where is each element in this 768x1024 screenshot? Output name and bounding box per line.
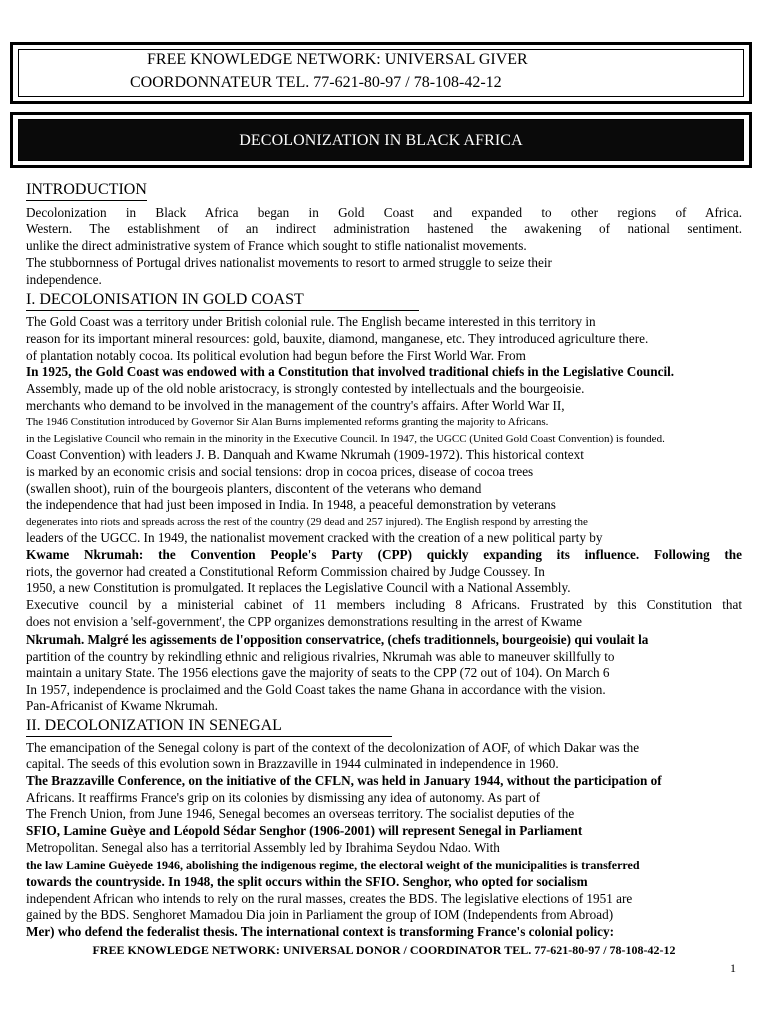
gold-coast-line: reason for its important mineral resources: gold, bauxite, diamond, manganese, etc. They introduced agriculture there. [26,331,649,346]
senegal-line: The emancipation of the Senegal colony is part of the context of the decolonization of AOF, of which Dakar was the [26,740,640,755]
intro-line: independence. [26,272,102,287]
gold-coast-line: riots, the governor had created a Constitutional Reform Commission chaired by Judge Coussey. In [26,564,545,579]
page-footer: FREE KNOWLEDGE NETWORK: UNIVERSAL DONOR / COORDINATOR TEL. 77-621-80-97 / 78-108-42-12 [92,943,676,957]
intro-line: Decolonization in Black Africa began in Gold Coast and expanded to other regions of Africa. [26,205,742,220]
introduction-heading: INTRODUCTION [26,181,147,201]
header-coordinator-phone: COORDONNATEUR TEL. 77-621-80-97 / 78-108-42-12 [130,74,502,91]
senegal-line: SFIO, Lamine Guèye and Léopold Sédar Senghor (1906-2001) will represent Senegal in Parliament [26,823,583,838]
gold-coast-line: degenerates into riots and spreads across the rest of the country (29 dead and 257 injured). The English respond by arresting the [26,516,588,528]
senegal-line: capital. The seeds of this evolution sown in Brazzaville in 1944 culminated in independence in 1960. [26,756,559,771]
intro-line: unlike the direct administrative system of France which sought to stifle nationalist movements. [26,238,527,253]
gold-coast-line: Coast Convention) with leaders J. B. Danquah and Kwame Nkrumah (1909-1972). This historical context [26,447,584,462]
senegal-line: Metropolitan. Senegal also has a territorial Assembly led by Ibrahima Seydou Ndao. With [26,840,500,855]
gold-coast-line: Nkrumah. Malgré les agissements de l'opposition conservatrice, (chefs traditionnels, bourgeoisie) qui voulait la [26,632,649,647]
gold-coast-line: In 1925, the Gold Coast was endowed with a Constitution that involved traditional chiefs in the Legislative Council. [26,364,675,379]
intro-line: Western. The establishment of an indirect administration hastened the awakening of national sentiment. [26,221,742,236]
senegal-line: gained by the BDS. Senghoret Mamadou Dia join in Parliament the group of IOM (Independents from Abroad) [26,907,614,922]
gold-coast-line: in the Legislative Council who remain in the minority in the Executive Council. In 1947, the UGCC (United Gold Coast Convention) is founded. [26,433,665,445]
senegal-line: Mer) who defend the federalist thesis. The international context is transforming France's colonial policy: [26,924,615,939]
gold-coast-line: 1950, a new Constitution is promulgated. It replaces the Legislative Council with a National Assembly. [26,580,571,595]
header-organization: FREE KNOWLEDGE NETWORK: UNIVERSAL GIVER [147,51,528,68]
gold-coast-line: partition of the country by rekindling ethnic and religious rivalries, Nkrumah was able to maneuver skillfully to [26,649,615,664]
gold-coast-line: Kwame Nkrumah: the Convention People's Party (CPP) quickly expanding its influence. Following the [26,547,742,562]
gold-coast-line: leaders of the UGCC. In 1949, the nationalist movement cracked with the creation of a new political party by [26,530,603,545]
gold-coast-line: does not envision a 'self-government', the CPP organizes demonstrations resulting in the arrest of Kwame [26,614,582,629]
gold-coast-line: Assembly, made up of the old noble aristocracy, is strongly contested by intellectuals and the bourgeoisie. [26,381,585,396]
document-title: DECOLONIZATION IN BLACK AFRICA [239,132,523,149]
gold-coast-line: of plantation notably cocoa. Its political evolution had begun before the First World War. From [26,348,526,363]
header-box [10,42,752,104]
section-heading-gold-coast: I. DECOLONISATION IN GOLD COAST [26,291,419,311]
gold-coast-line: Executive council by a ministerial cabinet of 11 members including 8 Africans. Frustrated by this Constitution that [26,597,742,612]
gold-coast-line: (swallen shoot), ruin of the bourgeois planters, discontent of the veterans who demand [26,481,482,496]
title-box [10,112,752,168]
gold-coast-line: The Gold Coast was a territory under British colonial rule. The English became interested in this territory in [26,314,596,329]
senegal-line: The French Union, from June 1946, Senegal becomes an overseas territory. The socialist deputies of the [26,806,575,821]
gold-coast-line: Pan-Africanist of Kwame Nkrumah. [26,698,218,713]
gold-coast-line: is marked by an economic crisis and social tensions: drop in cocoa prices, disease of cocoa trees [26,464,534,479]
page-number: 1 [730,961,736,975]
intro-line: The stubbornness of Portugal drives nationalist movements to resort to armed struggle to seize their [26,255,552,270]
section-heading-senegal: II. DECOLONIZATION IN SENEGAL [26,717,392,737]
title-banner [18,119,744,161]
gold-coast-line: maintain a unitary State. The 1956 elections gave the majority of seats to the CPP (72 out of 104). On March 6 [26,665,610,680]
senegal-line: towards the countryside. In 1948, the split occurs within the SFIO. Senghor, who opted for socialism [26,874,588,889]
senegal-line: The Brazzaville Conference, on the initiative of the CFLN, was held in January 1944, without the participation of [26,773,662,788]
gold-coast-line: the independence that had just been imposed in India. In 1948, a peaceful demonstration by veterans [26,497,556,512]
senegal-line: Africans. It reaffirms France's grip on its colonies by dismissing any idea of autonomy. As part of [26,790,541,805]
gold-coast-line: In 1957, independence is proclaimed and the Gold Coast takes the name Ghana in accordance with the vision. [26,682,606,697]
senegal-line: the law Lamine Guèyede 1946, abolishing the indigenous regime, the electoral weight of the municipalities is transferred [26,858,640,872]
senegal-line: independent African who intends to rely on the rural masses, creates the BDS. The legislative elections of 1951 are [26,891,633,906]
gold-coast-line: The 1946 Constitution introduced by Governor Sir Alan Burns implemented reforms granting the majority to Africans. [26,416,549,428]
gold-coast-line: merchants who demand to be involved in the management of the country's affairs. After World War II, [26,398,565,413]
